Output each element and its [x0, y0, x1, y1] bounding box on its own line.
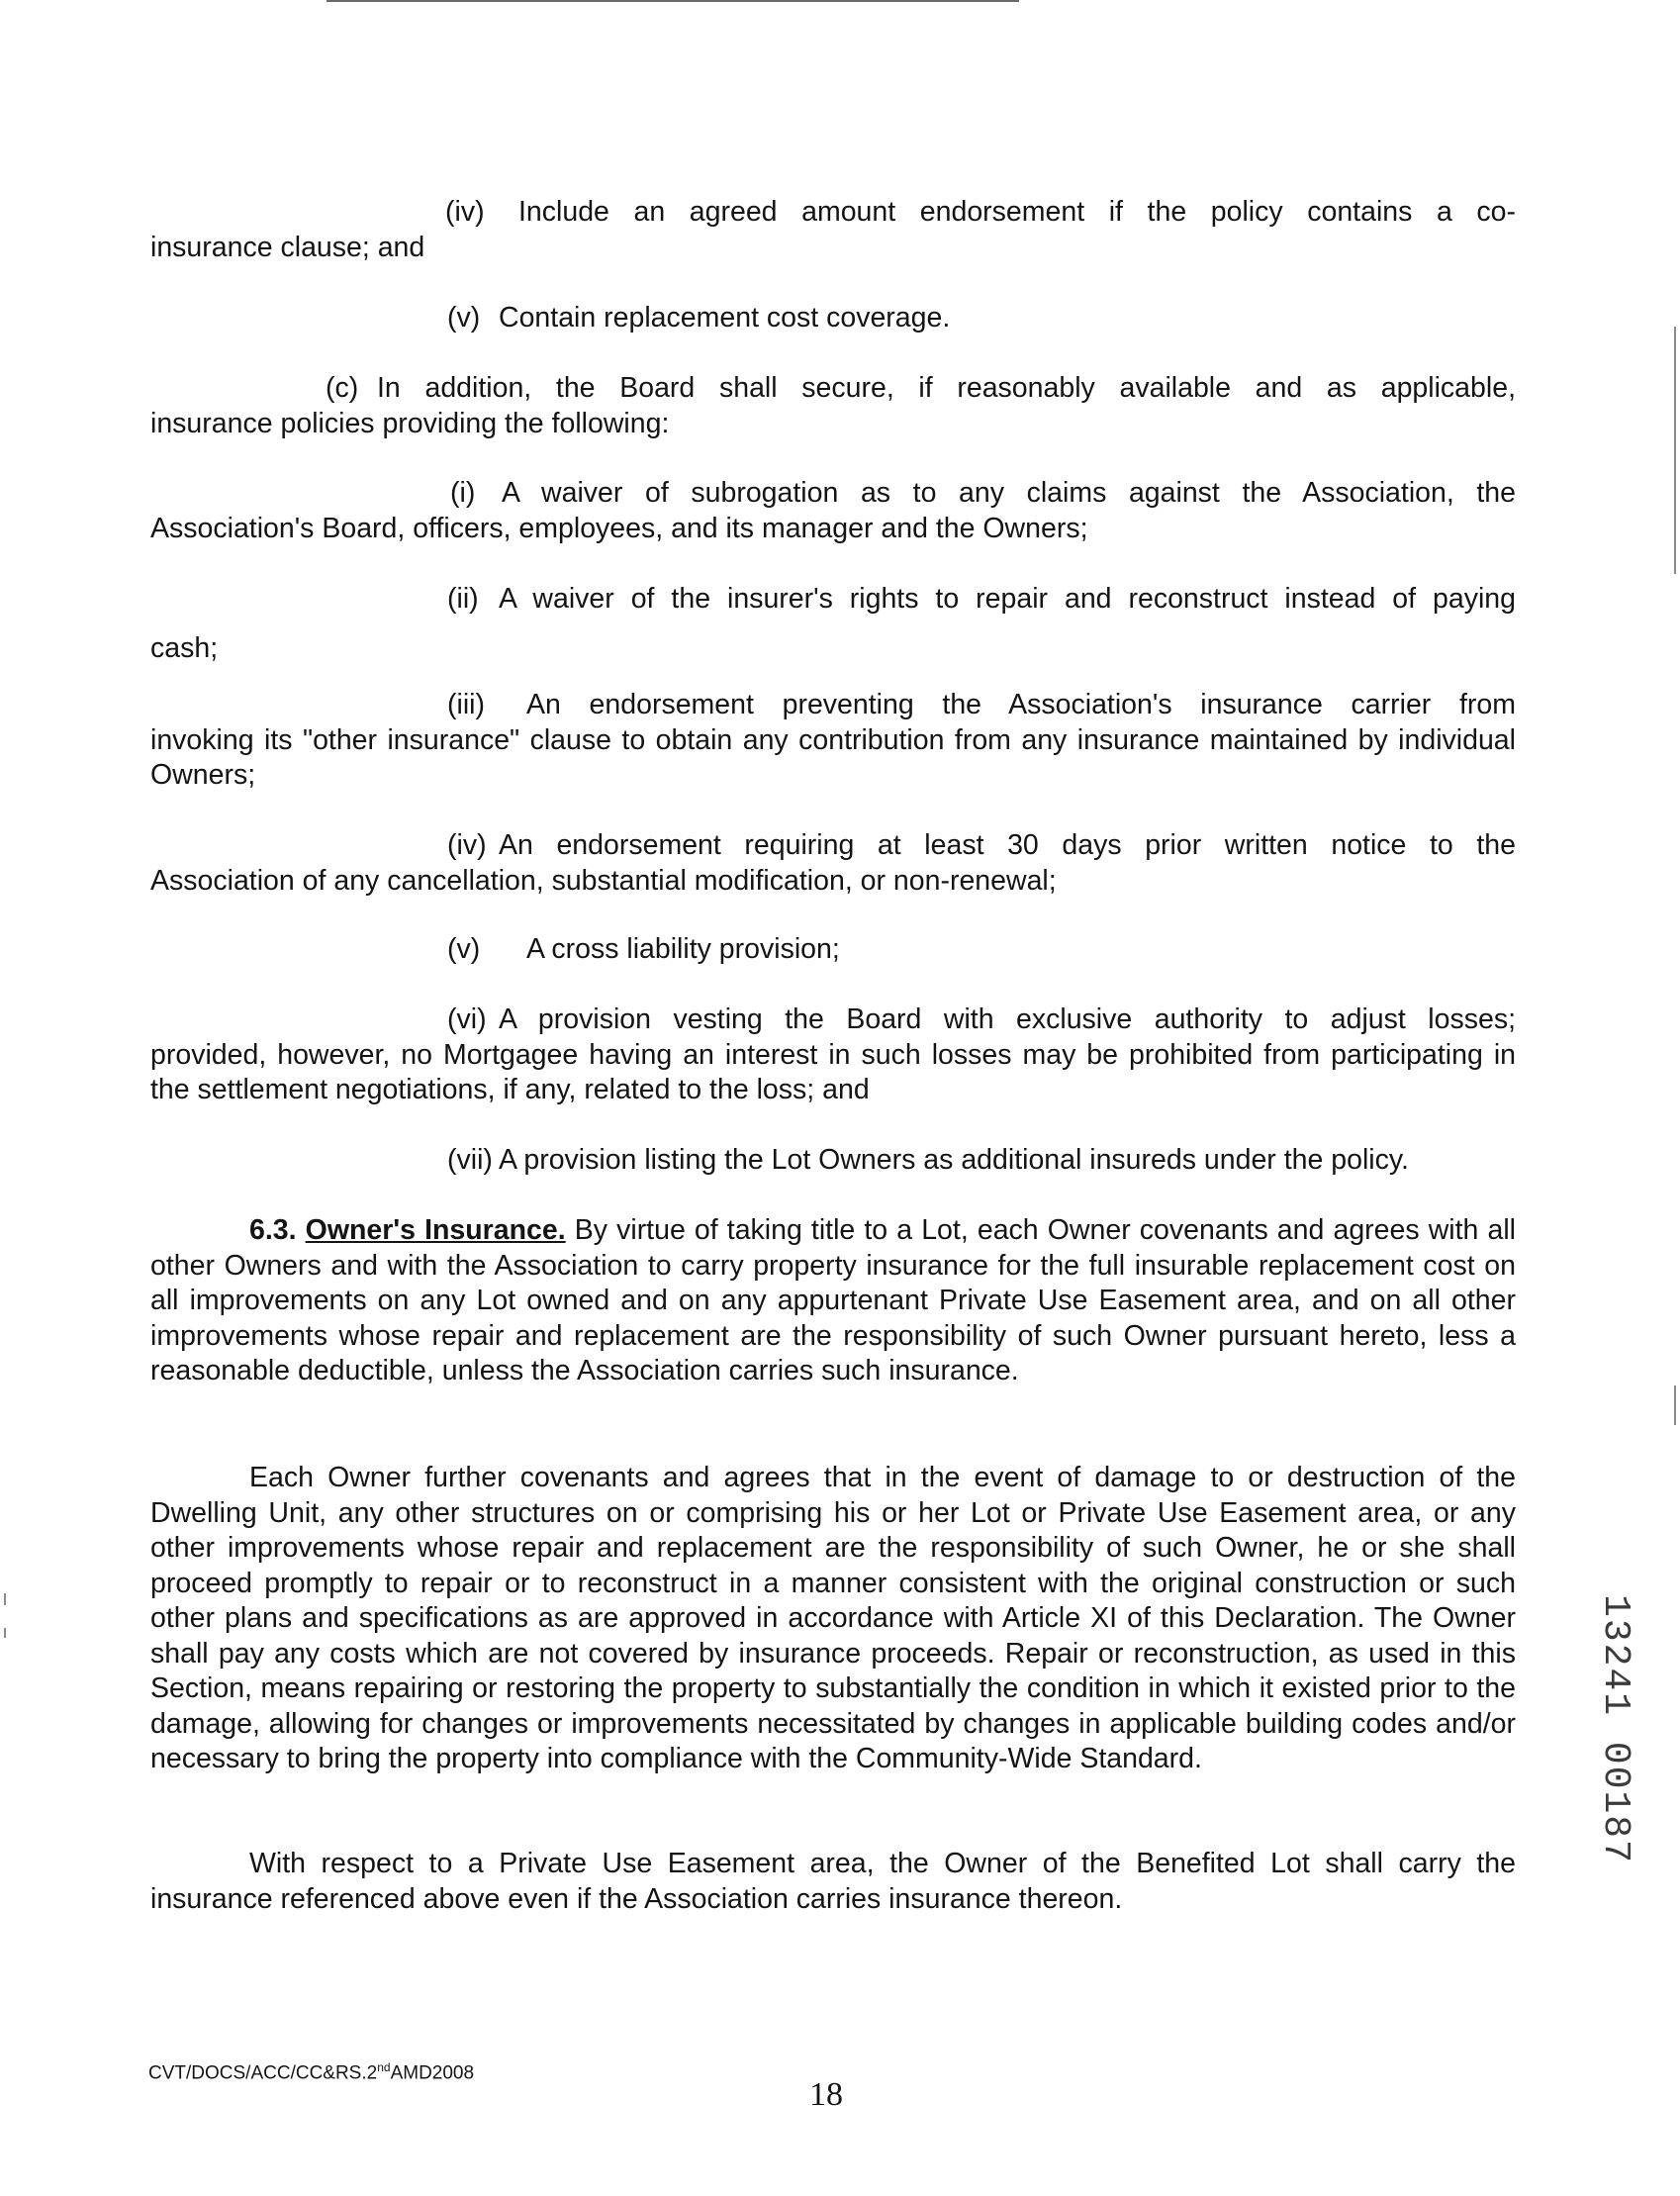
paragraph-text: In addition, the Board shall secure, if reasonably available and as applicable,: [377, 372, 1516, 404]
paragraph-continuation: provided, however, no Mortgagee having an interest in such losses may be prohibited from participating in the settlement negotiations, if any, related to the loss; and: [150, 1038, 1516, 1105]
paragraph-text: An endorsement requiring at least 30 days prior written notice to the: [499, 829, 1516, 861]
scan-top-edge: [327, 0, 1019, 2]
paragraph-iii-other-insurance: [150, 688, 1516, 794]
item-number: (vii): [447, 1144, 493, 1176]
item-number: (iii): [447, 689, 485, 720]
item-number: (iv): [447, 829, 487, 861]
recording-stamp: [1595, 1595, 1634, 1862]
item-number: (i): [450, 477, 476, 509]
item-number: (vi): [447, 1003, 487, 1035]
paragraph-text: A provision vesting the Board with exclusive authority to adjust losses;: [499, 1003, 1516, 1035]
scan-right-edge-mark: [1674, 1385, 1676, 1425]
paragraph-text: A waiver of the insurer's rights to repair and reconstruct instead of paying: [499, 583, 1516, 615]
paragraph-vi-adjust-losses: [150, 1003, 1516, 1108]
page-number: 18: [809, 2076, 843, 2113]
paragraph-text: With respect to a Private Use Easement area, the Owner of the Benefited Lot shall carry the insurance referenced above even if the Association carries insurance thereon.: [150, 1848, 1516, 1915]
paragraph-v-replacement-cost: [447, 301, 950, 336]
section-number: 6.3.: [249, 1214, 297, 1246]
section-title: Owner's Insurance.: [305, 1214, 566, 1246]
paragraph-continuation: insurance clause; and: [150, 231, 425, 263]
paragraph-private-use-easement: [150, 1847, 1516, 1917]
item-number: (c): [326, 372, 359, 404]
paragraph-continuation: invoking its "other insurance" clause to obtain any contribution from any insurance maintained by individual Owners;: [150, 723, 1516, 791]
recording-stamp-text: 13241 00187: [1593, 1593, 1636, 1864]
paragraph-i-waiver-subrogation: [150, 476, 1516, 546]
paragraph-text: A waiver of subrogation as to any claims against the Association, the: [502, 477, 1516, 509]
paragraph-text: Each Owner further covenants and agrees that in the event of damage to or destruction of the Dwelling Unit, any other structures on or comprising his or her Lot or Private Use Easement area, or any other improvements whose repair and replacement are the responsibility of such Owner, he or she shall proceed promptly to repair or to reconstruct in a manner consistent with the original construction or such other plans and specifications as are approved in accordance with Article XI of this Declaration. The Owner shall pay any costs which are not covered by insurance proceeds. Repair or reconstruction, as used in this Section, means repairing or restoring the property to substantially the condition in which it existed prior to the damage, allowing for changes or improvements necessitated by changes in applicable building codes and/or necessary to bring the property into compliance with the Community-Wide Standard.: [150, 1462, 1516, 1774]
paragraph-iv-agreed-amount: [150, 195, 1516, 265]
paragraph-continuation: Association of any cancellation, substantial modification, or non-renewal;: [150, 864, 1057, 897]
item-number: (v): [447, 933, 481, 965]
paragraph-text: Include an agreed amount endorsement if the policy contains a co-: [518, 196, 1516, 228]
paragraph-v-cross-liability: [447, 932, 840, 968]
scan-left-edge-mark: [4, 1593, 6, 1605]
paragraph-text: A provision listing the Lot Owners as additional insureds under the policy.: [499, 1144, 1409, 1176]
paragraph-iv-notice: [150, 828, 1516, 899]
paragraph-continuation: insurance policies providing the following:: [150, 407, 670, 439]
item-number: (v): [447, 302, 481, 334]
paragraph-ii-waiver-repair: [150, 582, 1516, 666]
document-id: [148, 2060, 474, 2084]
paragraph-text: An endorsement preventing the Association's insurance carrier from: [526, 689, 1516, 720]
document-id-superscript: nd: [377, 2060, 391, 2074]
document-id-prefix: CVT/DOCS/ACC/CC&RS.2: [148, 2062, 378, 2084]
document-id-suffix: AMD2008: [390, 2062, 475, 2084]
paragraph-text: Contain replacement cost coverage.: [499, 302, 951, 334]
paragraph-continuation: Association's Board, officers, employees, and its manager and the Owners;: [150, 512, 1088, 544]
item-number: (iv): [445, 196, 485, 228]
paragraph-c-additional-insurance: [150, 371, 1516, 441]
paragraph-vii-additional-insureds: [447, 1143, 1409, 1179]
scan-right-edge-mark: [1674, 327, 1676, 574]
paragraph-owner-repair-obligation: [150, 1461, 1516, 1777]
paragraph-text: A cross liability provision;: [526, 933, 840, 965]
paragraph-continuation: cash;: [150, 631, 219, 664]
scan-left-edge-mark: [4, 1628, 6, 1638]
item-number: (ii): [447, 583, 479, 615]
section-6-3-owners-insurance: [150, 1213, 1516, 1389]
paragraph-text: By virtue of taking title to a Lot, each Owner covenants and agrees with all other Owners and with the Association to carry property insurance for the full insurable replacement cost on all improvements on any Lot owned and on any appurtenant Private Use Easement area, and on all other improvements whose repair and replacement are the responsibility of such Owner pursuant hereto, less a reasonable deductible, unless the Association carries such insurance.: [150, 1214, 1517, 1386]
